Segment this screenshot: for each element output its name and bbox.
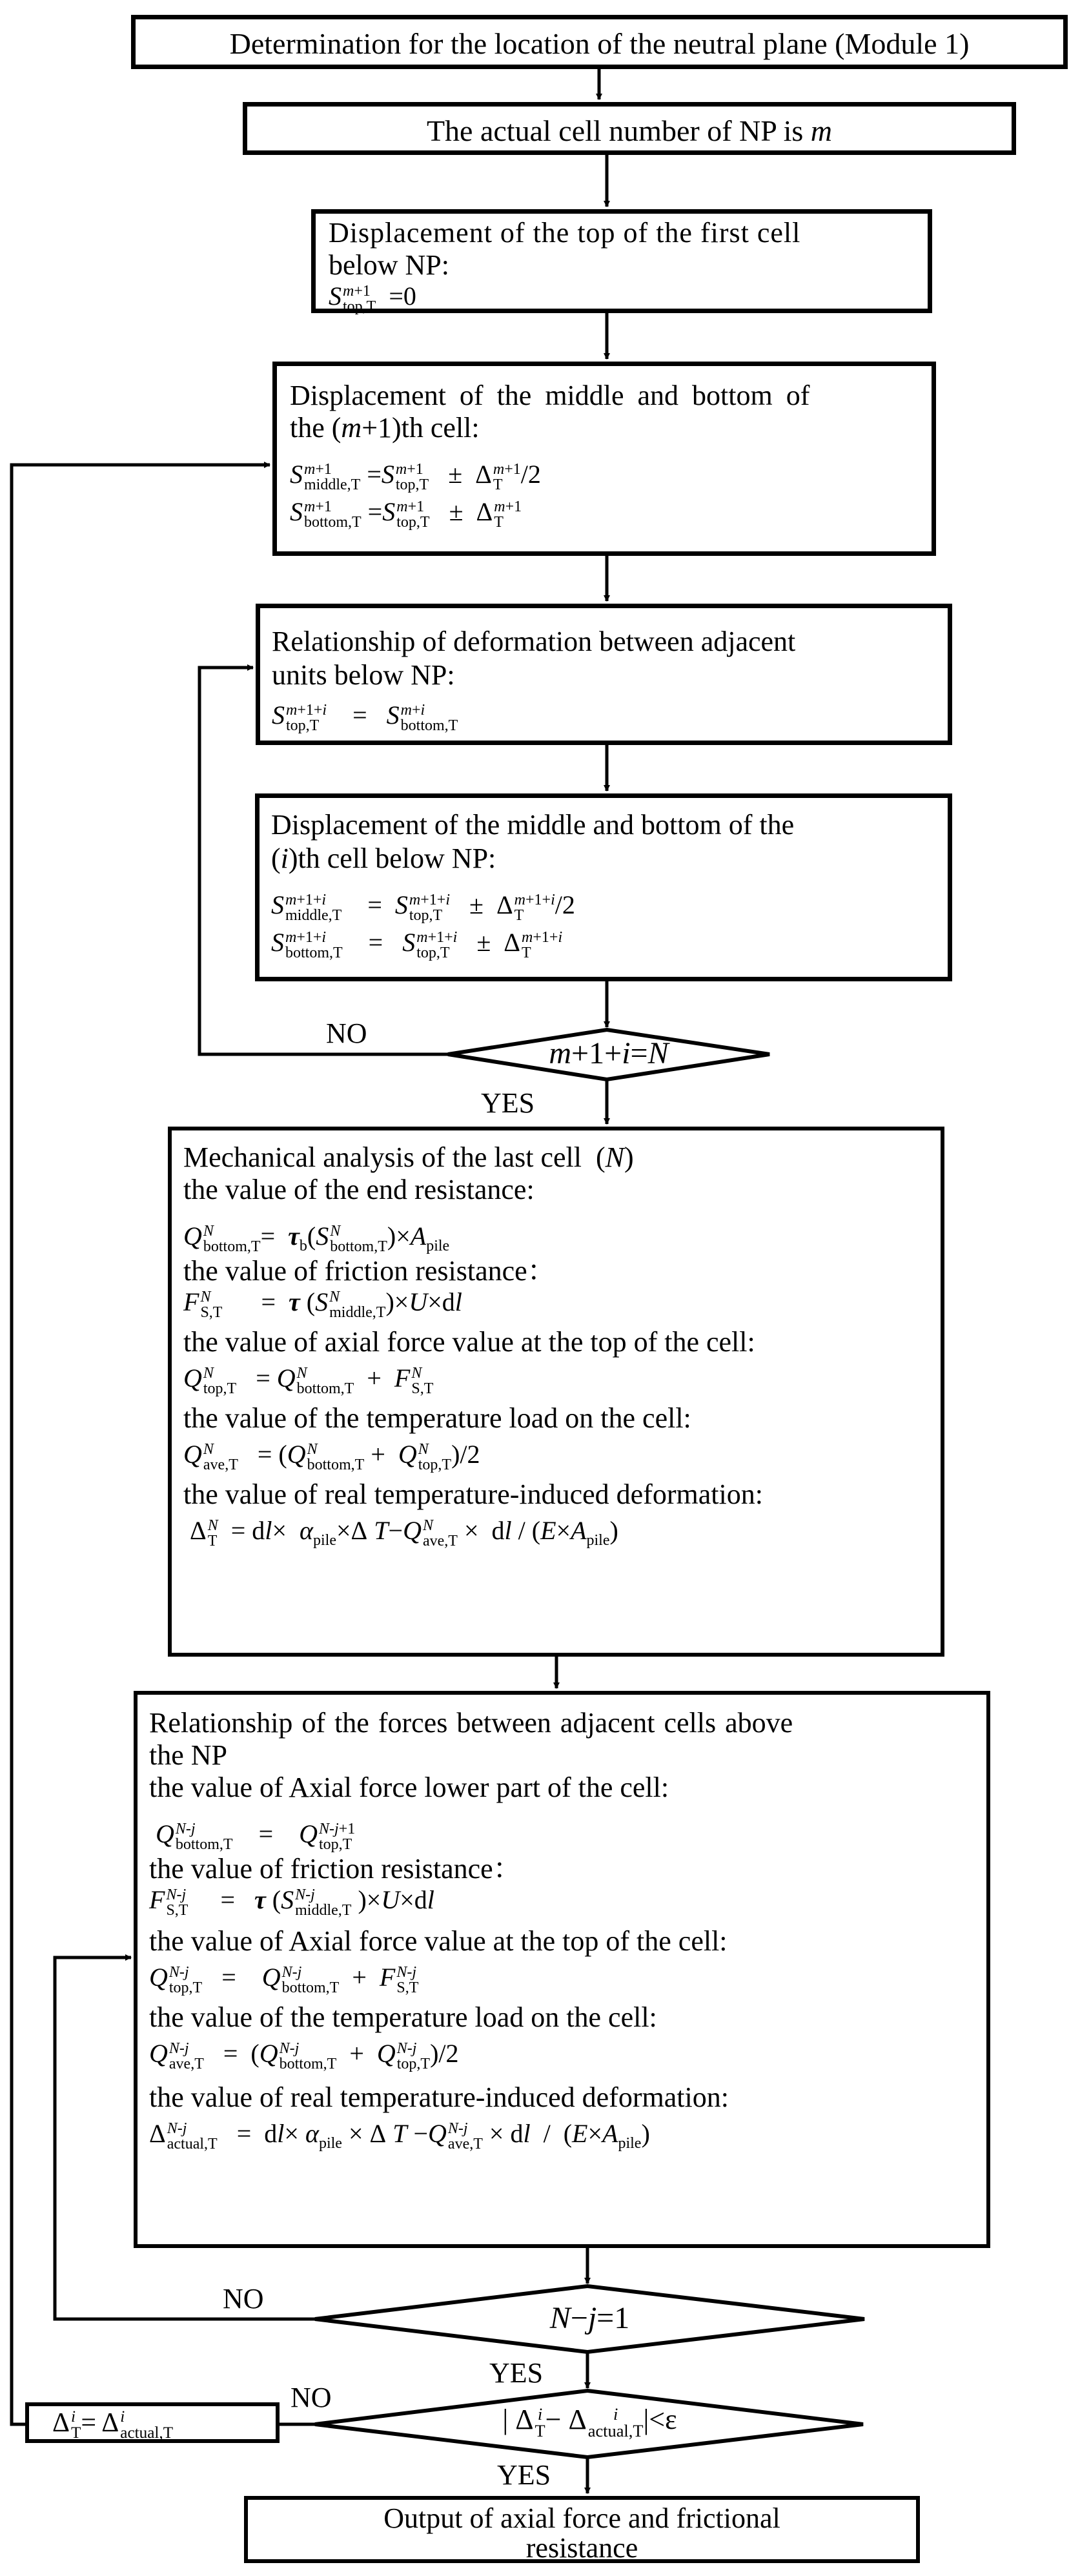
last-cell-end-resistance-eq: Q N bottom,T = $\tau_b(S$ N bottom,T )$\times A_{pile}$: [183, 1222, 450, 1255]
decision-3-condition: | Δ i T − Δ i actual,T |<ε: [502, 2404, 677, 2440]
adjacent-below-equation: S m+1+i top,T = S m+i bottom,T: [272, 700, 458, 734]
first-cell-equation: S m+1 top,T =0: [329, 281, 416, 315]
output-line-2: resistance: [525, 2532, 638, 2564]
above-np-axial-top-label: the value of Axial force value at the top of the cell:: [149, 1925, 728, 1957]
np-cell-box: [243, 102, 1016, 155]
output-box: [244, 2496, 920, 2563]
above-np-title-2: the NP: [149, 1739, 227, 1771]
module1-box: [131, 15, 1068, 69]
decision-3-no-label: NO: [290, 2382, 332, 2413]
m1-cell-title-1: Displacement of the middle and bottom of: [290, 380, 810, 411]
decision-2-condition: N−j=1: [549, 2301, 630, 2335]
above-np-deformation-eq: Δ N-j actual,T = $dl\times \alpha_{pile} \times \Delta$ T −Q N-j ave,T × dl / $(E\times A_{pile})$: [149, 2119, 650, 2152]
decision-2-no-label: NO: [223, 2283, 264, 2315]
update-delta-label: Δ i T = Δ i actual,T: [52, 2408, 174, 2442]
last-cell-end-resistance-label: the value of the end resistance:: [183, 1174, 535, 1205]
adjacent-below-title-2: units below NP:: [272, 659, 455, 691]
last-cell-axial-top-eq: Q N top,T = Q N bottom,T + F N S,T: [183, 1364, 434, 1397]
above-np-friction-eq: F N-j S,T = τ (S N-j middle,T )×U×dl: [149, 1885, 434, 1919]
last-cell-friction-label: the value of friction resistance：: [183, 1255, 556, 1287]
m1-bottom-equation: S m+1 bottom,T =S m+1 top,T ± Δ m+1 T: [290, 497, 522, 531]
ith-bottom-equation: S m+1+i bottom,T = S m+1+i top,T ± Δ m+1+i T: [271, 928, 563, 961]
last-cell-temp-load-label: the value of the temperature load on the cell:: [183, 1402, 691, 1434]
above-np-title-1: Relationship of the forces between adjacent cells above: [149, 1707, 793, 1739]
adjacent-below-box: [256, 604, 952, 745]
last-cell-deformation-eq: Δ N T = $dl\times \alpha_{pile}\times\Delta$ T−Q N ave,T × dl / $(E\times A_{pile})$: [183, 1516, 618, 1549]
decision-2-yes-label: YES: [489, 2357, 544, 2389]
above-np-temp-load-label: the value of the temperature load on the cell:: [149, 2001, 657, 2033]
above-np-axial-lower-label: the value of Axial force lower part of the cell:: [149, 1772, 669, 1803]
above-np-friction-label: the value of friction resistance：: [149, 1853, 522, 1885]
last-cell-axial-top-label: the value of axial force value at the top of the cell:: [183, 1326, 755, 1358]
adjacent-below-title-1: Relationship of deformation between adjacent: [272, 626, 796, 657]
first-cell-top-box: [311, 209, 932, 313]
above-np-temp-load-eq: Q N-j ave,T = (Q N-j bottom,T + Q N-j top,T )/2: [149, 2039, 459, 2072]
m1-middle-equation: S m+1 middle,T =S m+1 top,T ± Δ m+1 T /2: [290, 460, 541, 493]
first-cell-title-1: Displacement of the top of the first cell: [329, 217, 801, 249]
above-np-axial-lower-eq: Q N-j bottom,T = Q N-j+1 top,T: [156, 1819, 356, 1853]
np-cell-label: The actual cell number of NP is m: [426, 114, 833, 147]
last-cell-box: [168, 1127, 944, 1657]
last-cell-friction-eq: F N S,T = τ (S N middle,T )×U×dl: [183, 1287, 462, 1321]
module1-label: Determination for the location of the neutral plane (Module 1): [229, 27, 970, 60]
above-np-axial-top-eq: Q N-j top,T = Q N-j bottom,T + F N-j S,T: [149, 1963, 419, 1996]
last-cell-title: Mechanical analysis of the last cell (N): [183, 1141, 634, 1173]
above-np-box: [134, 1691, 990, 2248]
decision-1-condition: m+1+i=N: [549, 1036, 669, 1070]
decision-1-no-label: NO: [326, 1017, 367, 1049]
last-cell-deformation-label: the value of real temperature-induced deformation:: [183, 1478, 763, 1510]
ith-cell-title-2: (i)th cell below NP:: [271, 843, 496, 874]
decision-1-yes-label: YES: [481, 1087, 535, 1119]
last-cell-temp-load-eq: Q N ave,T = (Q N bottom,T + Q N top,T )/2: [183, 1440, 480, 1473]
ith-middle-equation: S m+1+i middle,T = S m+1+i top,T ± Δ m+1+i T /2: [271, 890, 575, 924]
first-cell-title-2: below NP:: [329, 249, 449, 281]
above-np-deformation-label: the value of real temperature-induced deformation:: [149, 2081, 729, 2113]
output-line-1: Output of axial force and frictional: [383, 2502, 780, 2534]
ith-cell-title-1: Displacement of the middle and bottom of the: [271, 809, 795, 841]
m1-cell-box: [272, 362, 936, 556]
update-delta-box: [25, 2402, 280, 2443]
decision-3-yes-label: YES: [497, 2459, 551, 2491]
m1-cell-title-2: the (m+1)th cell:: [290, 412, 480, 444]
ith-cell-box: [255, 793, 952, 981]
